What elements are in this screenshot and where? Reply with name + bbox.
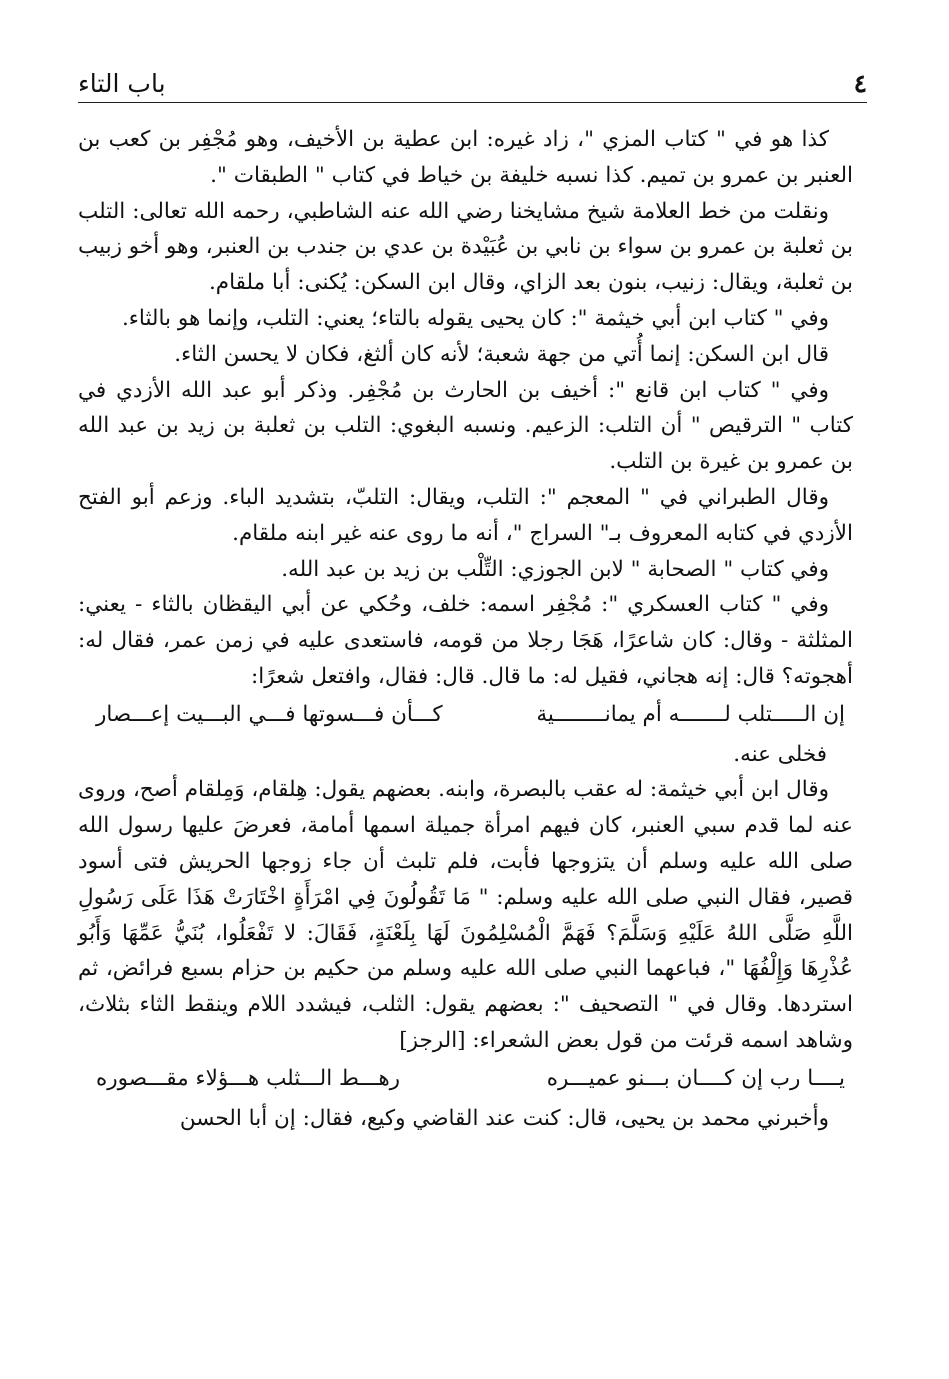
paragraph-5: وفي " كتاب ابن قانع ": أخيف بن الحارث بن مُجْفِر. وذكر أبو عبد الله الأزدي في كتاب " الترقيص " أن التلب: الزعيم. ونسبه البغوي: التلب بن ثعلبة بن زيد بن عبد الله بن عمرو بن غيرة بن التلب.	[78, 377, 853, 475]
paragraph-3: وفي " كتاب ابن أبي خيثمة ": كان يحيى يقوله بالتاء؛ يعني: التلب، وإنما هو بالثاء.	[121, 305, 829, 331]
page-number: ٤	[853, 69, 867, 98]
paragraph-4: قال ابن السكن: إنما أُتي من جهة شعبة؛ لأنه كان ألثغ، فكان لا يحسن الثاء.	[174, 341, 829, 367]
page-header	[78, 56, 867, 103]
verse-2-second-hemistich: رهـــط الـــثلب هـــؤلاء مقـــصوره	[96, 1065, 401, 1091]
verse-2-first-hemistich: يــــا رب إن كــــان بـــنو عميـــره	[546, 1065, 845, 1091]
paragraph-9: وقال ابن أبي خيثمة: له عقب بالبصرة، وابنه. بعضهم يقول: هِلقام، وَمِلقام أصح، وروى عنه لما قدم سبي العنبر، كان فيهم امرأة جميلة اسمها أمامة، فعرضَ عليها رسول الله صلى الله عليه وسلم أن يتزوجها فأبت، فلم تلبث أن جاء زوجها الحريش فتى أسود قصير، فقال النبي صلى الله عليه وسلم: " مَا تَقُولُونَ فِي امْرَأَةٍ اخْتَارَتْ هَذَا عَلَى رَسُولِ اللَّهِ صَلَّى اللهُ عَلَيْهِ وَسَلَّمَ؟ فَهَمَّ الْمُسْلِمُونَ لَهَا بِلَعْنَةٍ، فَقَالَ: لا تَفْعَلُوا، بُنَيُّ عَمِّهَا وَأَبُو عُذْرِهَا وَإِلْفُهَا "، فباعهما النبي صلى الله عليه وسلم من حكيم بن حزام بسبع فرائض، ثم استردها. وقال في " التصحيف ": بعضهم يقول: الثلب، فيشدد اللام وينقط الثاء بثلاث، وشاهد اسمه قرئت من قول بعض الشعراء: [الرجز]	[78, 777, 853, 1053]
verse-1-second-hemistich: كـــأن فـــسوتها فـــي البـــيت إعـــصار	[96, 701, 443, 727]
paragraph-10: وأخبرني محمد بن يحيى، قال: كنت عند القاضي وكيع، فقال: إن أبا الحسن	[179, 1105, 829, 1131]
paragraph-7: وفي كتاب " الصحابة " لابن الجوزي: التِّلْب بن زيد بن عبد الله.	[281, 556, 829, 582]
after-verse-1: فخلى عنه.	[733, 741, 827, 767]
paragraph-8: وفي " كتاب العسكري ": مُجْفِر اسمه: خلف، وحُكي عن أبي اليقظان بالثاء - يعني: المثلثة - وقال: كان شاعرًا، هَجَا رجلا من قومه، فاستعدى عليه في زمن عمر، فقال له: أهجوته؟ قال: إنه هجاني، فقيل له: ما قال. قال: فقال، وافتعل شعرًا:	[78, 592, 853, 689]
verse-1-first-hemistich: إن الـــــتلب لـــــــه أم يمانــــــــية	[536, 701, 845, 727]
chapter-title: باب التاء	[78, 69, 166, 98]
page-body	[78, 122, 853, 1136]
verse-2	[78, 1061, 853, 1097]
verse-1	[78, 697, 853, 733]
paragraph-6: وقال الطبراني في " المعجم ": التلب، ويقال: التلبّ، بتشديد الباء. وزعم أبو الفتح الأزدي في كتابه المعروف بـ" السراج "، أنه ما روى عنه غير ابنه ملقام.	[78, 484, 853, 546]
paragraph-2: ونقلت من خط العلامة شيخ مشايخنا رضي الله عنه الشاطبي، رحمه الله تعالى: التلب بن ثعلبة بن عمرو بن سواء بن نابي بن عُبَيْدة بن عدي بن جندب بن العنبر، وهو أخو زبيب بن ثعلبة، ويقال: زنيب، بنون بعد الزاي، وقال ابن السكن: يُكنى: أبا ملقام.	[78, 198, 853, 296]
paragraph-1: كذا هو في " كتاب المزي "، زاد غيره: ابن عطية بن الأخيف، وهو مُجْفِر بن كعب بن العنبر بن عمرو بن تميم. كذا نسبه خليفة بن خياط في كتاب " الطبقات ".	[78, 127, 853, 188]
